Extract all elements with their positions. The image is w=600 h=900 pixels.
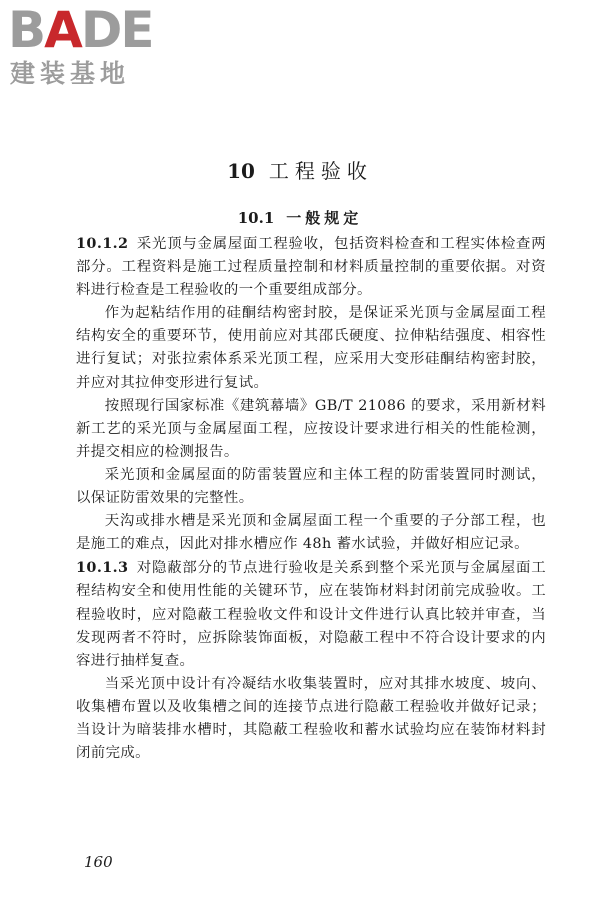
section-title bbox=[0, 207, 600, 229]
paragraph: 按照现行国家标准《建筑幕墙》GB/T 21086 的要求，采用新材料新工艺的采光顶与金属屋面工程，应按设计要求进行相关的性能检测，并提交相应的检测报告。 bbox=[76, 397, 546, 460]
paragraph: 当采光顶中设计有冷凝结水收集装置时，应对其排水坡度、坡向、收集槽布置以及收集槽之间的连接节点进行隐蔽工程验收并做好记录；当设计为暗装排水槽时，其隐蔽工程验收和蓄水试验均应在装饰材料封闭前完成。 bbox=[76, 675, 546, 762]
section-number: 10.1 bbox=[237, 209, 275, 227]
paragraph-text: 对隐蔽部分的节点进行验收是关系到整个采光顶与金属屋面工程结构安全和使用性能的关键环节，应在装饰材料封闭前完成验收。工程验收时，应对隐蔽工程验收文件和设计文件进行认真比较并审查，当发现两者不符时，应拆除装饰面板，对隐蔽工程中不符合设计要求的内容进行抽样复查。 bbox=[76, 560, 546, 669]
clause-10-1-3 bbox=[76, 556, 546, 672]
clause-10-1-2 bbox=[76, 232, 546, 302]
logo-subtitle: 建装基地 bbox=[10, 59, 131, 88]
section-heading-text: 一般规定 bbox=[286, 209, 363, 227]
page-number: 160 bbox=[84, 853, 113, 871]
watermark-logo bbox=[8, 1, 176, 90]
chapter-title bbox=[0, 157, 600, 185]
chapter-number: 10 bbox=[227, 159, 255, 183]
paragraph: 采光顶和金属屋面的防雷装置应和主体工程的防雷装置同时测试，以保证防雷效果的完整性。 bbox=[76, 466, 546, 507]
clause-number: 10.1.3 bbox=[76, 559, 129, 577]
paragraph: 作为起粘结作用的硅酮结构密封胶，是保证采光顶与金属屋面工程结构安全的重要环节，使用前应对其邵氏硬度、拉伸粘结强度、相容性进行复试；对张拉索体系采光顶工程，应采用大变形硅酮结构密封胶，并应对其拉伸变形进行复试。 bbox=[76, 305, 546, 391]
chapter-heading-text: 工程验收 bbox=[268, 159, 373, 183]
paragraph-text: 采光顶与金属屋面工程验收，包括资料检查和工程实体检查两部分。工程资料是施工过程质量控制和材料质量控制的重要依据。对资料进行检查是工程验收的一个重要组成部分。 bbox=[76, 236, 546, 299]
body-text bbox=[76, 232, 546, 765]
clause-number: 10.1.2 bbox=[76, 235, 129, 252]
logo-wordmark: BADE bbox=[8, 1, 153, 59]
paragraph: 天沟或排水槽是采光顶和金属屋面工程一个重要的子分部工程，也是施工的难点，因此对排水槽应作 48h 蓄水试验，并做好相应记录。 bbox=[76, 513, 546, 553]
